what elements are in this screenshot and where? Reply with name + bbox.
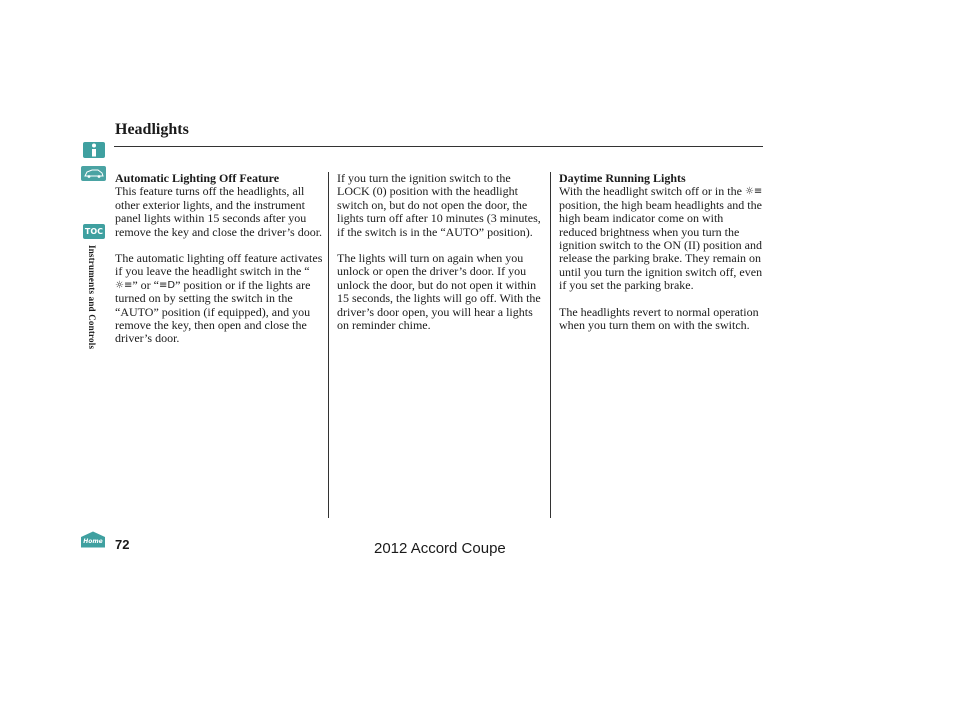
paragraph — [115, 172, 323, 239]
home-icon — [80, 531, 106, 548]
car-glyph-icon — [83, 168, 105, 179]
info-icon[interactable] — [83, 142, 105, 158]
title-rule — [114, 146, 763, 147]
body-text: This feature turns off the headlights, all other exterior lights, and the instrument panel lights within 15 seconds after you remove the key and close the driver’s door. — [115, 184, 323, 239]
body-text: position, the high beam headlights and the high beam indicator come on with reduced brightness when you turn the ignition switch to the ON (II) position and release the parking brake. They remain on until you turn the ignition switch off, even if you set the parking brake. — [559, 197, 763, 293]
section-heading: Daytime Running Lights — [559, 171, 686, 185]
column-2 — [337, 172, 541, 345]
body-text: ” or “ — [132, 277, 159, 292]
column-divider — [328, 172, 329, 518]
car-icon[interactable] — [81, 166, 106, 181]
body-text: ” position or if the lights are turned on by setting the switch in the “AUTO” position (if equipped), and you remove the key, then open and close the driver’s door. — [115, 277, 311, 346]
paragraph — [559, 172, 763, 293]
column-divider — [550, 172, 551, 518]
paragraph: The headlights revert to normal operation when you turn them on with the switch. — [559, 304, 759, 333]
home-button[interactable] — [80, 531, 106, 548]
info-glyph-icon — [89, 143, 99, 157]
toc-button[interactable] — [83, 224, 105, 239]
column-1 — [115, 172, 323, 359]
headlight-icon: ≡D — [159, 279, 176, 291]
parking-light-icon: ☼≡ — [744, 186, 763, 198]
column-3 — [559, 172, 763, 345]
body-text: With the headlight switch off or in the — [559, 184, 742, 199]
body-text: The automatic lighting off feature activates if you leave the headlight switch in the “ — [115, 251, 323, 279]
page-number: 72 — [115, 537, 130, 552]
paragraph: If you turn the ignition switch to the LOCK (0) position with the headlight switch on, but do not open the door, the lights turn off after 10 minutes (3 minutes, if the switch is in the “AUTO” position). — [337, 171, 541, 239]
section-label: Instruments and Controls — [87, 245, 97, 350]
section-heading: Automatic Lighting Off Feature — [115, 171, 280, 185]
paragraph: The lights will turn on again when you unlock or open the driver’s door. If you unlock the door, but do not open it within 15 seconds, the lights will go off. With the driver’s door open, you will hear a lights on reminder chime. — [337, 251, 541, 333]
paragraph — [115, 252, 323, 346]
toc-label: TOC — [84, 227, 104, 236]
home-label: Home — [83, 538, 103, 545]
footer-model: 2012 Accord Coupe — [374, 540, 506, 557]
page-title: Headlights — [115, 121, 189, 138]
parking-light-icon: ☼≡ — [115, 279, 133, 291]
